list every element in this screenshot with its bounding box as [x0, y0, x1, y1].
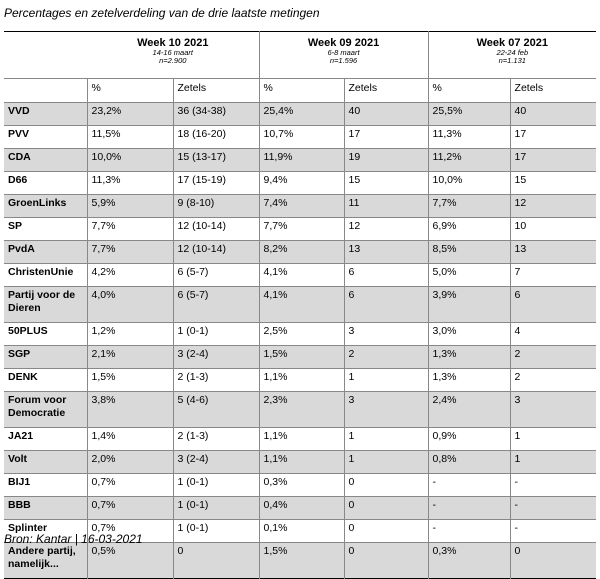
- table-caption: Percentages en zetelverdeling van de drie laatste metingen: [4, 6, 320, 20]
- week-sample: n=1.131: [498, 56, 526, 65]
- percentage-cell: -: [428, 497, 510, 520]
- party-name: D66: [4, 172, 87, 195]
- seats-cell: 10: [510, 218, 596, 241]
- seats-cell: 0: [173, 543, 259, 579]
- party-name: BBB: [4, 497, 87, 520]
- table-row: [4, 264, 596, 287]
- seats-cell: 4: [510, 323, 596, 346]
- percentage-cell: 3,0%: [428, 323, 510, 346]
- party-name: Forum voor Democratie: [4, 392, 87, 428]
- table-row: [4, 218, 596, 241]
- party-name: DENK: [4, 369, 87, 392]
- seats-cell: 6 (5-7): [173, 264, 259, 287]
- seats-cell: 13: [510, 241, 596, 264]
- percentage-cell: 1,5%: [259, 346, 344, 369]
- week-dates: 22-24 feb: [496, 48, 529, 57]
- percentage-cell: 4,1%: [259, 287, 344, 323]
- party-name: ChristenUnie: [4, 264, 87, 287]
- table-row: [4, 497, 596, 520]
- table-row: [4, 287, 596, 323]
- table-row: [4, 103, 596, 126]
- percentage-cell: 0,9%: [428, 428, 510, 451]
- party-name: Andere partij, namelijk...: [4, 543, 87, 579]
- seats-cell: 6: [344, 264, 428, 287]
- seats-cell: 1 (0-1): [173, 323, 259, 346]
- column-header-seats: Zetels: [510, 79, 596, 103]
- percentage-cell: 1,2%: [87, 323, 173, 346]
- seats-cell: 17: [510, 149, 596, 172]
- column-header-seats: Zetels: [344, 79, 428, 103]
- party-name: GroenLinks: [4, 195, 87, 218]
- party-name: PvdA: [4, 241, 87, 264]
- seats-cell: 2: [510, 346, 596, 369]
- percentage-cell: 4,2%: [87, 264, 173, 287]
- percentage-cell: 0,8%: [428, 451, 510, 474]
- table-row: [4, 451, 596, 474]
- seats-cell: 2 (1-3): [173, 428, 259, 451]
- percentage-cell: 8,5%: [428, 241, 510, 264]
- seats-cell: 2: [510, 369, 596, 392]
- table-row: [4, 346, 596, 369]
- percentage-cell: 1,5%: [87, 369, 173, 392]
- seats-cell: -: [510, 474, 596, 497]
- percentage-cell: 3,9%: [428, 287, 510, 323]
- percentage-cell: 2,5%: [259, 323, 344, 346]
- percentage-cell: 2,3%: [259, 392, 344, 428]
- seats-cell: 1: [344, 451, 428, 474]
- polling-table: [4, 31, 596, 579]
- week-dates: 14-16 maart: [152, 48, 193, 57]
- seats-cell: 17: [510, 126, 596, 149]
- percentage-cell: 0,7%: [87, 520, 173, 543]
- percentage-cell: 8,2%: [259, 241, 344, 264]
- table-row: [4, 241, 596, 264]
- percentage-cell: 9,4%: [259, 172, 344, 195]
- table-row: [4, 474, 596, 497]
- column-header-party: [4, 79, 87, 103]
- percentage-cell: 0,1%: [259, 520, 344, 543]
- party-name: JA21: [4, 428, 87, 451]
- seats-cell: 12 (10-14): [173, 218, 259, 241]
- seats-cell: 15: [510, 172, 596, 195]
- percentage-cell: 4,1%: [259, 264, 344, 287]
- party-name: SP: [4, 218, 87, 241]
- seats-cell: 17 (15-19): [173, 172, 259, 195]
- table-row: [4, 392, 596, 428]
- percentage-cell: 1,1%: [259, 428, 344, 451]
- seats-cell: 13: [344, 241, 428, 264]
- seats-cell: 3: [344, 392, 428, 428]
- table-row: [4, 172, 596, 195]
- column-header-pct: %: [428, 79, 510, 103]
- column-header-seats: Zetels: [173, 79, 259, 103]
- percentage-cell: 0,3%: [259, 474, 344, 497]
- percentage-cell: 5,0%: [428, 264, 510, 287]
- percentage-cell: 10,0%: [87, 149, 173, 172]
- seats-cell: 3: [510, 392, 596, 428]
- party-name: Volt: [4, 451, 87, 474]
- percentage-cell: 2,0%: [87, 451, 173, 474]
- percentage-cell: 11,2%: [428, 149, 510, 172]
- seats-cell: 1 (0-1): [173, 474, 259, 497]
- seats-cell: 1: [510, 428, 596, 451]
- seats-cell: -: [510, 520, 596, 543]
- seats-cell: 9 (8-10): [173, 195, 259, 218]
- header-empty-cell: [4, 32, 87, 79]
- percentage-cell: 0,5%: [87, 543, 173, 579]
- percentage-cell: 10,7%: [259, 126, 344, 149]
- percentage-cell: 0,7%: [87, 497, 173, 520]
- percentage-cell: 25,5%: [428, 103, 510, 126]
- week-sample: n=1.596: [329, 56, 358, 65]
- seats-cell: 2: [344, 346, 428, 369]
- percentage-cell: 1,5%: [259, 543, 344, 579]
- table-row: [4, 543, 596, 579]
- table-row: [4, 369, 596, 392]
- percentage-cell: 0,4%: [259, 497, 344, 520]
- party-name: VVD: [4, 103, 87, 126]
- percentage-cell: 7,7%: [259, 218, 344, 241]
- source-note: Bron: Kantar | 16-03-2021: [4, 532, 143, 546]
- seats-cell: 12: [510, 195, 596, 218]
- table-row: [4, 195, 596, 218]
- seats-cell: 0: [344, 543, 428, 579]
- table-row: [4, 126, 596, 149]
- percentage-cell: 7,7%: [428, 195, 510, 218]
- percentage-cell: 7,7%: [87, 241, 173, 264]
- week-sample: n=2.900: [159, 56, 187, 65]
- seats-cell: 18 (16-20): [173, 126, 259, 149]
- seats-cell: 15 (13-17): [173, 149, 259, 172]
- party-name: PVV: [4, 126, 87, 149]
- percentage-cell: 1,1%: [259, 369, 344, 392]
- seats-cell: 12 (10-14): [173, 241, 259, 264]
- seats-cell: 19: [344, 149, 428, 172]
- seats-cell: 0: [344, 520, 428, 543]
- seats-cell: 1 (0-1): [173, 520, 259, 543]
- percentage-cell: 3,8%: [87, 392, 173, 428]
- percentage-cell: 11,3%: [87, 172, 173, 195]
- percentage-cell: 0,3%: [428, 543, 510, 579]
- seats-cell: 40: [510, 103, 596, 126]
- percentage-cell: 4,0%: [87, 287, 173, 323]
- percentage-cell: 7,7%: [87, 218, 173, 241]
- percentage-cell: 2,1%: [87, 346, 173, 369]
- week-title: Week 10 2021: [137, 37, 209, 49]
- percentage-cell: 5,9%: [87, 195, 173, 218]
- seats-cell: 36 (34-38): [173, 103, 259, 126]
- percentage-cell: 7,4%: [259, 195, 344, 218]
- party-name: Partij voor de Dieren: [4, 287, 87, 323]
- seats-cell: 15: [344, 172, 428, 195]
- percentage-cell: 2,4%: [428, 392, 510, 428]
- seats-cell: 12: [344, 218, 428, 241]
- party-name: SGP: [4, 346, 87, 369]
- seats-cell: 3: [344, 323, 428, 346]
- seats-cell: 3 (2-4): [173, 346, 259, 369]
- party-name: BIJ1: [4, 474, 87, 497]
- percentage-cell: 6,9%: [428, 218, 510, 241]
- percentage-cell: 1,4%: [87, 428, 173, 451]
- seats-cell: 6: [510, 287, 596, 323]
- party-name: CDA: [4, 149, 87, 172]
- seats-cell: 0: [344, 497, 428, 520]
- party-name: Splinter: [4, 520, 87, 543]
- week-10-header: [87, 32, 259, 79]
- seats-cell: 7: [510, 264, 596, 287]
- seats-cell: 11: [344, 195, 428, 218]
- percentage-cell: 1,3%: [428, 346, 510, 369]
- percentage-cell: 10,0%: [428, 172, 510, 195]
- seats-cell: 40: [344, 103, 428, 126]
- seats-cell: 1: [510, 451, 596, 474]
- table-row: [4, 428, 596, 451]
- percentage-cell: 11,5%: [87, 126, 173, 149]
- percentage-cell: 23,2%: [87, 103, 173, 126]
- week-dates: 6-8 maart: [327, 48, 360, 57]
- week-07-header: [428, 32, 596, 79]
- seats-cell: -: [510, 497, 596, 520]
- percentage-cell: -: [428, 520, 510, 543]
- table-row: [4, 323, 596, 346]
- seats-cell: 5 (4-6): [173, 392, 259, 428]
- seats-cell: 6: [344, 287, 428, 323]
- seats-cell: 1: [344, 428, 428, 451]
- week-09-header: [259, 32, 428, 79]
- percentage-cell: 11,9%: [259, 149, 344, 172]
- percentage-cell: 1,3%: [428, 369, 510, 392]
- percentage-cell: 25,4%: [259, 103, 344, 126]
- seats-cell: 17: [344, 126, 428, 149]
- column-header-pct: %: [87, 79, 173, 103]
- percentage-cell: 1,1%: [259, 451, 344, 474]
- week-title: Week 07 2021: [476, 37, 548, 49]
- seats-cell: 0: [344, 474, 428, 497]
- seats-cell: 0: [510, 543, 596, 579]
- seats-cell: 1 (0-1): [173, 497, 259, 520]
- seats-cell: 2 (1-3): [173, 369, 259, 392]
- percentage-cell: -: [428, 474, 510, 497]
- percentage-cell: 11,3%: [428, 126, 510, 149]
- seats-cell: 6 (5-7): [173, 287, 259, 323]
- column-header-pct: %: [259, 79, 344, 103]
- table-row: [4, 149, 596, 172]
- percentage-cell: 0,7%: [87, 474, 173, 497]
- seats-cell: 3 (2-4): [173, 451, 259, 474]
- party-name: 50PLUS: [4, 323, 87, 346]
- week-title: Week 09 2021: [307, 37, 380, 49]
- seats-cell: 1: [344, 369, 428, 392]
